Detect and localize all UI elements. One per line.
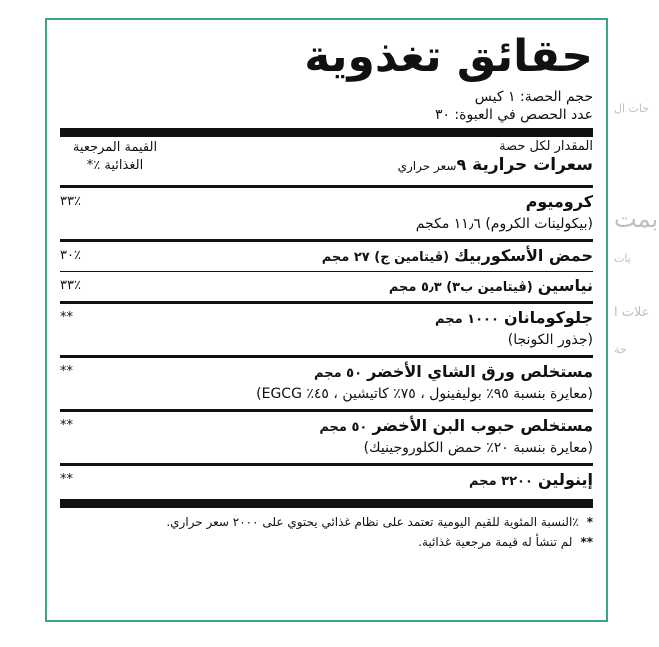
nutrient-row	[60, 272, 593, 301]
nutrient-name: مستخلص حبوب البن الأخضر	[372, 416, 593, 435]
calories-label: سعرات حرارية	[472, 155, 593, 175]
divider-thick	[60, 128, 593, 137]
daily-value-header-line2: الغذائية ٪*	[86, 158, 144, 173]
nutrient-name: جلوكومانان	[503, 308, 593, 327]
divider-thick	[60, 499, 593, 508]
nutrient-daily-value: **	[60, 418, 73, 433]
nutrient-daily-value: **	[60, 472, 73, 487]
nutrient-amount: (ڤيتامين ب٣) ٥٫٣ مجم	[388, 280, 533, 295]
footnote-text: لم تنشأ له قيمة مرجعية غذائية.	[418, 535, 573, 549]
nutrient-detail: (معايرة بنسبة ٩٥٪ بوليفينول ، ٧٥٪ كاتيشين ، ٤٥٪ EGCG)	[256, 386, 593, 402]
calories-line	[398, 155, 593, 175]
serving-size: حجم الحصة: ١ كيس	[474, 89, 593, 105]
footnote	[60, 512, 593, 532]
nutrient-amount: (ڤيتامين ج) ٢٧ مجم	[321, 250, 450, 265]
footnote-text: ٪النسبة المئوية للقيم اليومية تعتمد على نظام غذائي يحتوي على ٢٠٠٠ سعر حراري.	[166, 515, 579, 529]
nutrient-amount: ١٠٠٠ مجم	[435, 312, 499, 327]
page-title: حقائق تغذوية	[304, 31, 593, 82]
nutrient-daily-value: ٣٣٪	[60, 278, 81, 293]
nutrient-daily-value: ٣٣٪	[60, 194, 81, 209]
nutrient-detail: (بيكولينات الكروم) ١١٫٦ مكجم	[415, 216, 593, 232]
nutrient-amount: ٣٢٠٠ مجم	[469, 474, 533, 489]
calories-header	[60, 137, 593, 185]
footnotes	[60, 508, 593, 552]
nutrient-daily-value: **	[60, 310, 73, 325]
nutrient-daily-value: ٣٠٪	[60, 248, 81, 263]
nutrient-name: إينولين	[538, 470, 593, 489]
background-text-fragment: يات	[614, 252, 631, 265]
nutrient-detail: (جذور الكونجا)	[507, 332, 593, 348]
serving-info	[60, 88, 593, 124]
nutrient-row	[60, 242, 593, 271]
nutrient-amount: ٥٠ مجم	[314, 366, 363, 381]
background-text-fragment: حات ال	[614, 102, 650, 115]
nutrient-name: كروميوم	[525, 192, 593, 211]
servings-per-container: عدد الحصص في العبوة: ٣٠	[434, 107, 593, 123]
footnote	[60, 532, 593, 552]
nutrient-name: نياسين	[537, 276, 593, 295]
nutrient-name: حمض الأسكوربيك	[454, 246, 593, 265]
nutrition-label-frame	[45, 18, 608, 622]
background-text-fragment: حة	[614, 343, 627, 356]
background-text-fragment: بمت	[614, 205, 659, 233]
amount-per-serving-label: المقدار لكل حصة	[499, 139, 593, 154]
nutrient-row	[60, 304, 593, 355]
nutrient-row	[60, 188, 593, 239]
footnote-mark: *	[586, 515, 593, 529]
background-text-fragment: علات ا	[614, 305, 650, 320]
footnote-mark: **	[580, 535, 593, 549]
daily-value-header	[60, 139, 170, 175]
nutrient-detail: (معايرة بنسبة ٢٠٪ حمض الكلوروجينيك)	[363, 440, 593, 456]
daily-value-header-line1: القيمة المرجعية	[72, 140, 158, 155]
calories-unit: سعر حراري	[397, 159, 457, 173]
nutrient-daily-value: **	[60, 364, 73, 379]
nutrient-row	[60, 358, 593, 409]
nutrient-name: مستخلص ورق الشاي الأخضر	[367, 362, 593, 381]
nutrient-row	[60, 466, 593, 495]
nutrient-amount: ٥٠ مجم	[319, 420, 368, 435]
calories-value: ٩	[456, 155, 467, 174]
nutrient-row	[60, 412, 593, 463]
nutrition-facts-panel	[60, 30, 593, 552]
